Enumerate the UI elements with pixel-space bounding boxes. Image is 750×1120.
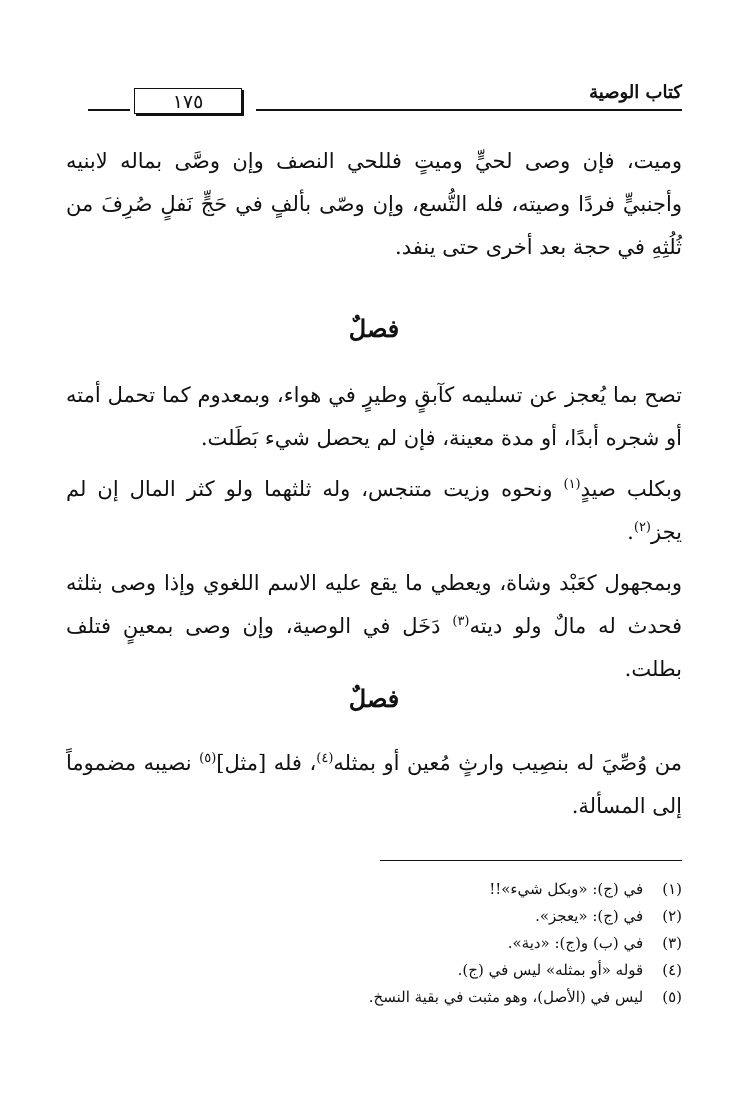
paragraph-5-text-a: من وُصِّيَ له بنصِيب وارثٍ مُعين أو بمثله bbox=[333, 751, 682, 775]
paragraph-4-text-b: دَخَل في الوصية، وإن وصى بمعينٍ فتلف بطلت. bbox=[66, 614, 682, 681]
paragraph-3 bbox=[66, 468, 682, 554]
header-rule-left bbox=[88, 109, 130, 111]
running-header bbox=[70, 82, 682, 114]
paragraph-3-text-b: ونحوه وزيت متنجس، وله ثلثهما ولو كثر المال إن لم يجز bbox=[66, 477, 682, 544]
paragraph-3-text-c: . bbox=[627, 520, 634, 544]
footnote-ref-3: (٣) bbox=[452, 614, 470, 629]
footnotes-list bbox=[66, 876, 682, 1011]
header-rule-right bbox=[256, 109, 682, 111]
footnote-text: في (ج): «وبكل شيء»!! bbox=[489, 880, 644, 898]
footnote-item bbox=[66, 957, 682, 984]
footnote-number: (٣) bbox=[662, 934, 682, 952]
footnote-text: قوله «أو بمثله» ليس في (ج). bbox=[457, 961, 644, 979]
paragraph-4 bbox=[66, 562, 682, 691]
footnote-item bbox=[66, 930, 682, 957]
paragraph-1: وميت، فإن وصى لحيٍّ وميتٍ فللحي النصف وإن وصَّى بماله لابنيه وأجنبيٍّ فردًا وصيته، فله التُّسع، وإن وصّى بألفٍ في حَجٍّ نَفلٍ صُرِفَ من ثُلُثِهِ في حجة بعد أخرى حتى ينفد. bbox=[66, 149, 682, 259]
footnote-item bbox=[66, 876, 682, 903]
footnote-item bbox=[66, 984, 682, 1011]
running-title: كتاب الوصية bbox=[589, 82, 682, 103]
footnote-separator bbox=[380, 860, 682, 861]
footnote-number: (٤) bbox=[662, 961, 682, 979]
footnote-text: في (ج): «يعجز». bbox=[535, 907, 644, 925]
paragraph-5 bbox=[66, 742, 682, 828]
footnote-number: (١) bbox=[662, 880, 682, 898]
paragraph-3-text-a: وبكلب صيدٍ bbox=[580, 477, 682, 501]
paragraph-5-text-b: ، فله [مثل] bbox=[216, 751, 317, 775]
section-heading-1: فصلٌ bbox=[348, 314, 400, 343]
footnote-ref-5: (٥) bbox=[199, 751, 217, 766]
section-heading-2: فصلٌ bbox=[348, 684, 400, 713]
footnote-ref-1: (١) bbox=[563, 477, 581, 492]
footnote-number: (٢) bbox=[662, 907, 682, 925]
footnote-text: ليس في (الأصل)، وهو مثبت في بقية النسخ. bbox=[368, 988, 644, 1006]
paragraph-2: تصح بما يُعجز عن تسليمه كآبقٍ وطيرٍ في هواء، وبمعدوم كما تحمل أمته أو شجره أبدًا، أو مدة معينة، فإن لم يحصل شيء بَطَلت. bbox=[66, 383, 682, 450]
footnote-ref-4: (٤) bbox=[316, 751, 334, 766]
footnote-item bbox=[66, 903, 682, 930]
paragraph-5-text-c: نصيبه مضموماً إلى المسألة. bbox=[66, 751, 682, 818]
footnote-ref-2: (٢) bbox=[633, 520, 651, 535]
page-number: ١٧٥ bbox=[134, 88, 242, 114]
footnote-number: (٥) bbox=[662, 988, 682, 1006]
paragraph-4-text-a: وبمجهول كعَبْد وشاة، ويعطي ما يقع عليه الاسم اللغوي وإذا وصى بثلثه فحدث له مالٌ ولو ديته bbox=[66, 571, 683, 638]
footnote-text: في (ب) و(ج): «دية». bbox=[507, 934, 644, 952]
